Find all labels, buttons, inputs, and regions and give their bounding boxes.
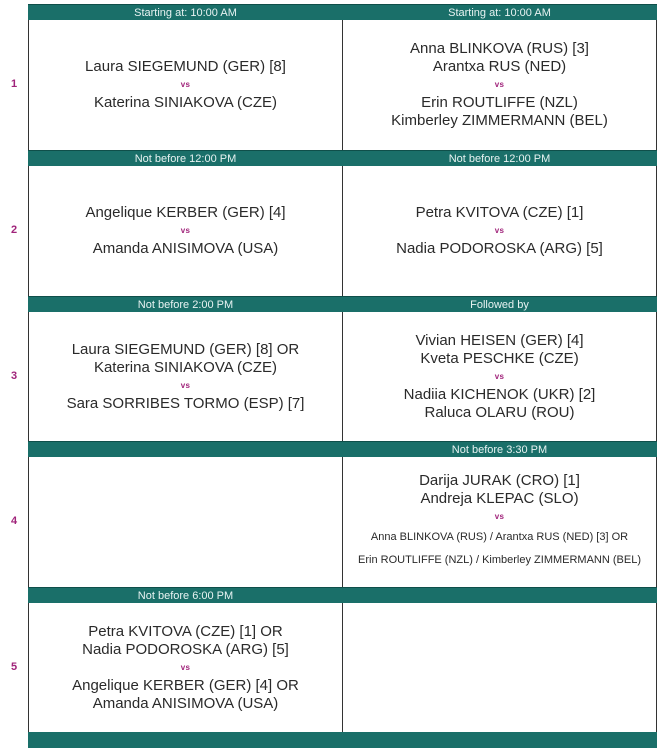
match-time-header: Not before 6:00 PM <box>28 587 343 603</box>
vs-label: vs <box>180 663 191 672</box>
match-cell <box>342 457 657 587</box>
match-cell <box>342 312 657 442</box>
player-name: Katerina SINIAKOVA (CZE) <box>93 359 278 376</box>
match-time-header: Followed by <box>342 296 657 312</box>
match-cell <box>342 166 657 296</box>
player-name: Erin ROUTLIFFE (NZL) <box>421 94 578 111</box>
match-cell <box>28 166 343 296</box>
court-row-number: 2 <box>10 224 18 236</box>
player-name: Petra KVITOVA (CZE) [1] OR <box>88 623 283 640</box>
player-name: Raluca OLARU (ROU) <box>424 404 575 421</box>
match-time-header: Starting at: 10:00 AM <box>342 4 657 20</box>
player-name: Amanda ANISIMOVA (USA) <box>92 695 279 712</box>
player-name: Laura SIEGEMUND (GER) [8] <box>85 58 286 75</box>
player-name: Sara SORRIBES TORMO (ESP) [7] <box>66 395 305 412</box>
player-name: Angelique KERBER (GER) [4] <box>85 204 286 221</box>
footer-bar-left <box>28 732 343 748</box>
match-cell <box>28 457 343 587</box>
player-name: Katerina SINIAKOVA (CZE) <box>93 94 278 111</box>
court-row-number: 3 <box>10 370 18 382</box>
player-name: Kimberley ZIMMERMANN (BEL) <box>391 112 608 129</box>
match-time-header: Not before 2:00 PM <box>28 296 343 312</box>
match-time-header <box>28 441 343 457</box>
match-time-header: Starting at: 10:00 AM <box>28 4 343 20</box>
player-name: Nadia PODOROSKA (ARG) [5] <box>82 641 289 658</box>
match-cell <box>28 603 343 733</box>
player-name: Darija JURAK (CRO) [1] <box>419 472 580 489</box>
vs-label: vs <box>494 80 505 89</box>
vs-label: vs <box>494 512 505 521</box>
vs-label: vs <box>494 226 505 235</box>
match-time-header: Not before 3:30 PM <box>342 441 657 457</box>
player-name: Petra KVITOVA (CZE) [1] <box>415 204 584 221</box>
vs-label: vs <box>494 372 505 381</box>
player-name: Amanda ANISIMOVA (USA) <box>92 240 279 257</box>
match-time-header: Not before 12:00 PM <box>342 150 657 166</box>
vs-label: vs <box>180 381 191 390</box>
player-name-small: Anna BLINKOVA (RUS) / Arantxa RUS (NED) [3] OR <box>370 531 629 543</box>
match-time-header <box>342 587 657 603</box>
player-name: Angelique KERBER (GER) [4] OR <box>72 677 299 694</box>
vs-label: vs <box>180 226 191 235</box>
player-name: Vivian HEISEN (GER) [4] <box>415 332 584 349</box>
match-cell <box>342 20 657 150</box>
match-cell <box>28 20 343 150</box>
player-name: Nadiia KICHENOK (UKR) [2] <box>403 386 596 403</box>
court-row-number: 5 <box>10 661 18 673</box>
match-cell <box>342 603 657 733</box>
player-name: Nadia PODOROSKA (ARG) [5] <box>396 240 603 257</box>
match-time-header: Not before 12:00 PM <box>28 150 343 166</box>
player-name: Andreja KLEPAC (SLO) <box>420 490 579 507</box>
player-name: Anna BLINKOVA (RUS) [3] <box>410 40 589 57</box>
player-name: Arantxa RUS (NED) <box>432 58 567 75</box>
player-name-small: Erin ROUTLIFFE (NZL) / Kimberley ZIMMERMANN (BEL) <box>358 554 641 566</box>
vs-label: vs <box>180 80 191 89</box>
court-row-number: 1 <box>10 78 18 90</box>
footer-bar-right <box>342 732 657 748</box>
player-name: Kveta PESCHKE (CZE) <box>420 350 579 367</box>
match-cell <box>28 312 343 442</box>
court-row-number: 4 <box>10 515 18 527</box>
player-name: Laura SIEGEMUND (GER) [8] OR <box>71 341 300 358</box>
